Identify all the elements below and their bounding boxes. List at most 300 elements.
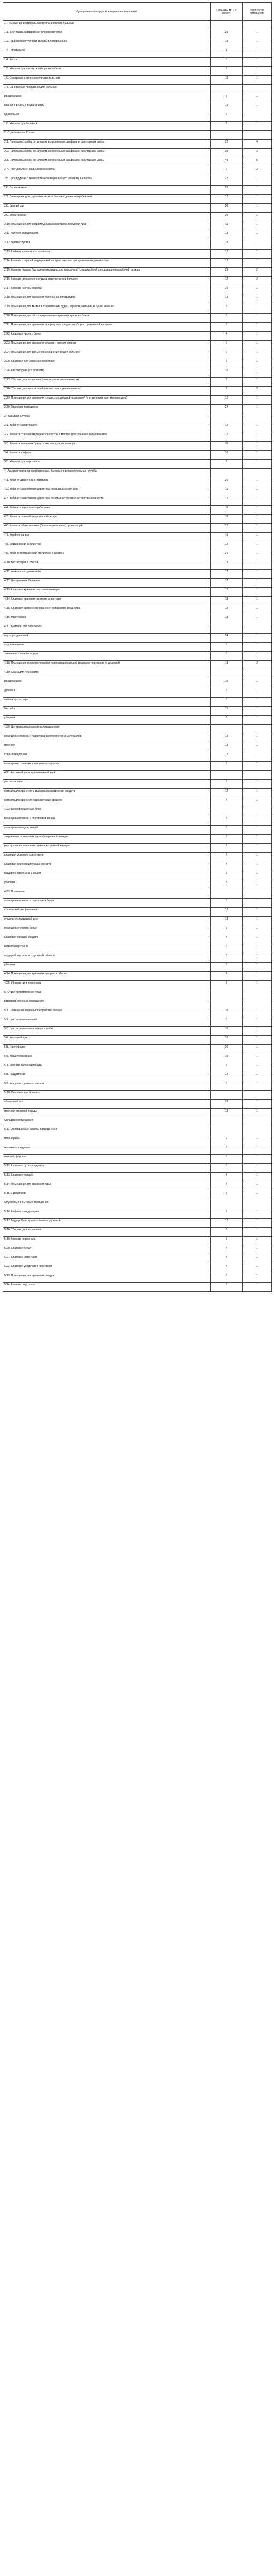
area-cell: 4 bbox=[211, 332, 243, 341]
table-row bbox=[3, 624, 272, 634]
room-name-cell: под помещение bbox=[3, 643, 211, 652]
table-row bbox=[3, 1237, 272, 1246]
room-name-cell: Складские помещения: bbox=[3, 1118, 211, 1127]
room-name-cell: 2.11. Кабинет заведующего bbox=[3, 231, 211, 240]
table-row bbox=[3, 889, 272, 899]
count-cell: 1 bbox=[243, 816, 272, 826]
room-name-cell: 2. Отделение на 30 коек bbox=[3, 131, 211, 140]
table-row bbox=[3, 926, 272, 935]
area-cell: 24 bbox=[211, 634, 243, 643]
count-cell: 1 bbox=[243, 496, 272, 506]
table-row bbox=[3, 94, 272, 103]
room-name-cell: стерилизационная bbox=[3, 752, 211, 762]
table-row bbox=[3, 332, 272, 341]
count-cell: 1 bbox=[243, 524, 272, 533]
area-cell: 6 bbox=[211, 359, 243, 368]
area-cell: 10 bbox=[211, 515, 243, 524]
count-cell: 1 bbox=[243, 1145, 272, 1155]
room-name-cell: 2.19. Помещение для мытья и стерилизации суден, горшков, мыльниц и сушки клеенок bbox=[3, 304, 211, 314]
table-row bbox=[3, 752, 272, 762]
count-cell: 1 bbox=[243, 1027, 272, 1036]
table-row bbox=[3, 323, 272, 332]
table-row bbox=[3, 414, 272, 423]
room-name-cell: 2.29. Помещение для хранения трупа с холодильной установкой (с отдельным наружным входом) bbox=[3, 396, 211, 405]
count-cell: 1 bbox=[243, 826, 272, 835]
count-cell bbox=[243, 1091, 272, 1100]
room-name-cell: 5.21. Кладовая инвентаря bbox=[3, 1255, 211, 1264]
area-cell: 4 bbox=[211, 862, 243, 871]
table-row bbox=[3, 1273, 272, 1283]
area-cell: 4 bbox=[211, 1255, 243, 1264]
area-cell: 12 bbox=[211, 231, 243, 240]
table-row bbox=[3, 158, 272, 167]
area-cell: 4 bbox=[211, 853, 243, 862]
area-cell: 12 bbox=[211, 734, 243, 743]
table-row bbox=[3, 679, 272, 688]
room-name-cell: обеденный зал bbox=[3, 1100, 211, 1109]
count-cell: 1 bbox=[243, 1237, 272, 1246]
area-cell: 3 bbox=[211, 67, 243, 76]
count-cell bbox=[243, 1118, 272, 1127]
area-cell: 45 bbox=[211, 533, 243, 542]
room-name-cell: 2.16. Комната для ночного отдыха родственников больного bbox=[3, 277, 211, 286]
table-row bbox=[3, 277, 272, 286]
room-name-cell: 2.6. Перевязочная bbox=[3, 186, 211, 195]
header-rooms: Функциональные группы и перечень помещений bbox=[3, 3, 211, 21]
table-row bbox=[3, 935, 272, 944]
area-cell: 8 bbox=[211, 314, 243, 323]
area-cell: 22 bbox=[211, 176, 243, 186]
table-row bbox=[3, 963, 272, 972]
count-cell: 1 bbox=[243, 679, 272, 688]
room-name-cell: 4.25. Уборная для персонала bbox=[3, 981, 211, 990]
room-name-cell: 4.4. Кабинет социального работника bbox=[3, 506, 211, 515]
table-row bbox=[3, 570, 272, 579]
table-row bbox=[3, 1127, 272, 1136]
table-row bbox=[3, 1155, 272, 1164]
room-name-cell: 4.12. Центральная бельевая bbox=[3, 579, 211, 588]
room-name-cell: 5.11. Охлаждаемые камеры для хранения: bbox=[3, 1127, 211, 1136]
count-cell bbox=[243, 999, 272, 1008]
room-name-cell: 5.5. Горячий цех bbox=[3, 1045, 211, 1054]
area-cell: 12 bbox=[211, 579, 243, 588]
room-name-cell: Служебные и бытовые помещения: bbox=[3, 1200, 211, 1209]
room-name-cell: 2.17. Комната сестры-хозяйки bbox=[3, 286, 211, 295]
count-cell: 1 bbox=[243, 1136, 272, 1145]
room-name-cell: 4.8. Медицинская библиотека bbox=[3, 542, 211, 551]
table-row bbox=[3, 1063, 272, 1072]
area-cell: 8 bbox=[211, 835, 243, 844]
room-name-cell: душевая bbox=[3, 688, 211, 698]
table-row bbox=[3, 597, 272, 606]
table-row bbox=[3, 204, 272, 213]
room-name-cell: Производственные помещения: bbox=[3, 999, 211, 1008]
area-cell: 10 bbox=[211, 1008, 243, 1017]
area-cell: 12 bbox=[211, 1109, 243, 1118]
area-cell: 18 bbox=[211, 560, 243, 570]
table-row bbox=[3, 1191, 272, 1200]
count-cell bbox=[243, 131, 272, 140]
area-cell: 40 bbox=[211, 158, 243, 167]
table-row bbox=[3, 469, 272, 478]
count-cell: 1 bbox=[243, 396, 272, 405]
count-cell: 1 bbox=[243, 1273, 272, 1283]
table-row bbox=[3, 780, 272, 789]
room-name-cell: 5.13. Кладовая овощей bbox=[3, 1173, 211, 1182]
area-cell: 29 bbox=[211, 268, 243, 277]
table-row bbox=[3, 698, 272, 707]
table-row bbox=[3, 30, 272, 39]
room-name-cell: стиральный цех (моечная) bbox=[3, 908, 211, 917]
area-cell: 8 bbox=[211, 688, 243, 698]
table-row bbox=[3, 853, 272, 862]
room-name-cell: 2.5. Процедурная с гинекологическим креслом (со шлюзом) и шлюзом bbox=[3, 176, 211, 186]
room-name-cell: 2.10. Помещение для индивидуального разговора дежурной лицо bbox=[3, 222, 211, 231]
room-name-cell: помещение чистого белья bbox=[3, 926, 211, 935]
room-name-cell: 3.3. Комната выездных бригад с местом для диспетчера bbox=[3, 442, 211, 451]
count-cell: 1 bbox=[243, 579, 272, 588]
count-cell: 1 bbox=[243, 487, 272, 496]
room-name-cell: 4.16. Мастерская bbox=[3, 615, 211, 624]
area-cell: 18 bbox=[211, 39, 243, 48]
room-name-cell: точечная столовой посуды bbox=[3, 652, 211, 661]
table-row bbox=[3, 990, 272, 999]
table-row bbox=[3, 670, 272, 679]
table-row bbox=[3, 542, 272, 551]
area-cell: 8 bbox=[211, 1017, 243, 1027]
table-row bbox=[3, 1182, 272, 1191]
count-cell: 1 bbox=[243, 743, 272, 752]
table-row bbox=[3, 835, 272, 844]
area-cell: 4 bbox=[211, 798, 243, 807]
table-row bbox=[3, 807, 272, 816]
room-name-cell: 2.1. Палата на 1 койку со шлюзом, встроенными шкафами и санитарным узлом bbox=[3, 140, 211, 149]
count-cell: 1 bbox=[243, 634, 272, 643]
area-cell: 18 bbox=[211, 615, 243, 624]
count-cell: 1 bbox=[243, 899, 272, 908]
count-cell: 1 bbox=[243, 359, 272, 368]
count-cell: 1 bbox=[243, 698, 272, 707]
room-name-cell: бассейн bbox=[3, 707, 211, 716]
area-cell bbox=[211, 889, 243, 899]
count-cell: 1 bbox=[243, 259, 272, 268]
count-cell bbox=[243, 670, 272, 679]
count-cell: 1 bbox=[243, 1191, 272, 1200]
count-cell: 2 bbox=[243, 277, 272, 286]
table-row bbox=[3, 268, 272, 277]
table-row bbox=[3, 149, 272, 158]
table-row bbox=[3, 725, 272, 734]
room-name-cell: 2.3. Палата на 3 койки со шлюзом, встроенными шкафами и санитарным узлом bbox=[3, 158, 211, 167]
count-cell: 1 bbox=[243, 1045, 272, 1054]
room-name-cell: 4.23. Прачечная: bbox=[3, 889, 211, 899]
header-count: Количество помещений bbox=[243, 3, 272, 21]
room-name-cell: 3.4. Комната шофера bbox=[3, 451, 211, 460]
table-row bbox=[3, 816, 272, 826]
room-name-cell: 2.20. Помещение для сбора и временного хранения грязного белья bbox=[3, 314, 211, 323]
count-cell bbox=[243, 889, 272, 899]
count-cell: 1 bbox=[243, 551, 272, 560]
table-row bbox=[3, 350, 272, 359]
table-row bbox=[3, 112, 272, 122]
area-cell: 8 bbox=[211, 1283, 243, 1292]
area-cell: 6 bbox=[211, 341, 243, 350]
room-name-cell: помещение приема и сортировки вещей bbox=[3, 816, 211, 826]
room-name-cell: 1. Помещения вестибюльной группы и приема больных bbox=[3, 21, 211, 30]
area-cell: 10 bbox=[211, 451, 243, 460]
table-row bbox=[3, 1255, 272, 1264]
count-cell: 1 bbox=[243, 1209, 272, 1219]
area-cell: 4 bbox=[211, 935, 243, 944]
room-name-cell: комната персонала bbox=[3, 944, 211, 953]
count-cell: 1 bbox=[243, 368, 272, 378]
room-name-cell: 2.13. Кабинет врача-психотерапевта bbox=[3, 250, 211, 259]
room-name-cell: 5.3. Цех заготовок мяса, птицы и рыбы bbox=[3, 1027, 211, 1036]
area-cell: 6 bbox=[211, 1145, 243, 1155]
count-cell bbox=[243, 1127, 272, 1136]
area-cell: 30 bbox=[211, 1045, 243, 1054]
room-name-cell: моечная bbox=[3, 743, 211, 752]
count-cell bbox=[243, 725, 272, 734]
area-cell: 12 bbox=[211, 588, 243, 597]
count-cell: 1 bbox=[243, 1182, 272, 1191]
table-row bbox=[3, 432, 272, 442]
room-name-cell: 3. Выездная служба bbox=[3, 414, 211, 423]
area-cell: 24 bbox=[211, 551, 243, 560]
area-cell: 18 bbox=[211, 661, 243, 670]
room-name-cell: 4. Административно-хозяйственные, бытовые и вспомогательные службы bbox=[3, 469, 211, 478]
room-name-cell: 5.7. Моечная кухонной посуды bbox=[3, 1063, 211, 1072]
area-cell: 8 bbox=[211, 1237, 243, 1246]
count-cell: 1 bbox=[243, 304, 272, 314]
room-name-cell: 4.13. Кладовая хранения мягкого инвентаря bbox=[3, 588, 211, 597]
area-cell: 22 bbox=[211, 186, 243, 195]
table-row bbox=[3, 85, 272, 94]
room-name-cell: 5.4. Холодный цех bbox=[3, 1036, 211, 1045]
area-cell: 3 bbox=[211, 378, 243, 387]
count-cell: 1 bbox=[243, 295, 272, 304]
table-row bbox=[3, 551, 272, 560]
table-row bbox=[3, 944, 272, 953]
area-cell: 6 bbox=[211, 1155, 243, 1164]
table-row bbox=[3, 880, 272, 889]
room-name-cell: 4.1. Кабинет директора с приемной bbox=[3, 478, 211, 487]
table-row bbox=[3, 167, 272, 176]
room-name-cell: гарт с раздевалкой bbox=[3, 634, 211, 643]
count-cell: 1 bbox=[243, 908, 272, 917]
table-row bbox=[3, 295, 272, 304]
count-cell: 1 bbox=[243, 1100, 272, 1109]
count-cell: 1 bbox=[243, 615, 272, 624]
area-cell: 12 bbox=[211, 396, 243, 405]
room-name-cell: кладовая упаковочных средств bbox=[3, 853, 211, 862]
area-cell bbox=[211, 21, 243, 30]
room-name-cell: 2.26. Кислородная (со шлюзом) bbox=[3, 368, 211, 378]
room-name-cell: 4.11. Комната сестры-хозяйки bbox=[3, 570, 211, 579]
table-row bbox=[3, 1145, 272, 1155]
area-cell: 6 bbox=[211, 58, 243, 67]
room-name-cell: 4.19. Сауна для персонала: bbox=[3, 670, 211, 679]
area-cell: 3 bbox=[211, 716, 243, 725]
table-row bbox=[3, 1118, 272, 1127]
table-row bbox=[3, 222, 272, 231]
table-row bbox=[3, 1246, 272, 1255]
room-name-cell: 4.15. Кладовая временного хранения списанного имущества bbox=[3, 606, 211, 615]
room-name-cell: 4.20. Централизованная стерилизационная: bbox=[3, 725, 211, 734]
area-cell: 18 bbox=[211, 917, 243, 926]
room-name-cell: 5.9. Кладовая суточного запаса bbox=[3, 1081, 211, 1091]
area-cell: 29 bbox=[211, 149, 243, 158]
table-row bbox=[3, 122, 272, 131]
table-row bbox=[3, 396, 272, 405]
area-cell bbox=[211, 1127, 243, 1136]
count-cell: 1 bbox=[243, 222, 272, 231]
table-row bbox=[3, 506, 272, 515]
room-name-cell: 1.5. Уборная для посетителей при вестибюле bbox=[3, 67, 211, 76]
area-cell: 8 bbox=[211, 643, 243, 652]
table-row bbox=[3, 359, 272, 368]
room-name-cell: загрузочное помещение дезинфекционной камеры bbox=[3, 835, 211, 844]
area-cell: 3 bbox=[211, 460, 243, 469]
area-cell: 12 bbox=[211, 295, 243, 304]
table-row bbox=[3, 195, 272, 204]
area-cell: 22 bbox=[211, 140, 243, 149]
area-cell: 8 bbox=[211, 780, 243, 789]
count-cell: 1 bbox=[243, 176, 272, 186]
room-name-cell: сушильно-гладильный цех bbox=[3, 917, 211, 926]
count-cell: 1 bbox=[243, 1264, 272, 1273]
area-cell: 14 bbox=[211, 103, 243, 112]
table-row bbox=[3, 1109, 272, 1118]
count-cell: 1 bbox=[243, 67, 272, 76]
area-cell: 4 bbox=[211, 1182, 243, 1191]
area-cell: 8 bbox=[211, 94, 243, 103]
table-row bbox=[3, 423, 272, 432]
count-cell: 1 bbox=[243, 1246, 272, 1255]
count-cell: 1 bbox=[243, 94, 272, 103]
count-cell bbox=[243, 771, 272, 780]
count-cell: 1 bbox=[243, 341, 272, 350]
table-row bbox=[3, 368, 272, 378]
table-row bbox=[3, 524, 272, 533]
count-cell bbox=[243, 624, 272, 634]
area-cell: 8 bbox=[211, 762, 243, 771]
count-cell: 1 bbox=[243, 332, 272, 341]
area-cell bbox=[211, 414, 243, 423]
count-cell: 1 bbox=[243, 112, 272, 122]
table-row bbox=[3, 652, 272, 661]
count-cell: 1 bbox=[243, 762, 272, 771]
area-cell: 12 bbox=[211, 259, 243, 268]
room-name-cell: 2.9. Молитвенная bbox=[3, 213, 211, 222]
count-cell: 1 bbox=[243, 58, 272, 67]
count-cell: 1 bbox=[243, 30, 272, 39]
table-row bbox=[3, 734, 272, 743]
count-cell: 1 bbox=[243, 478, 272, 487]
count-cell: 1 bbox=[243, 935, 272, 944]
area-cell: 8 bbox=[211, 112, 243, 122]
count-cell: 1 bbox=[243, 76, 272, 85]
area-cell: 3 bbox=[211, 963, 243, 972]
room-name-cell: 5.20. Кладовая белья bbox=[3, 1246, 211, 1255]
table-row bbox=[3, 771, 272, 780]
area-cell bbox=[211, 990, 243, 999]
room-name-cell: 4.21. Аптечный распределительный пункт: bbox=[3, 771, 211, 780]
count-cell: 1 bbox=[243, 423, 272, 432]
area-cell: 6 bbox=[211, 350, 243, 359]
room-name-cell: раздевальная bbox=[3, 94, 211, 103]
room-name-cell: 2.25. Кладовая для хранения инвентаря bbox=[3, 359, 211, 368]
room-name-cell: 4.6. Комната общественных (благотворительных) организаций bbox=[3, 524, 211, 533]
room-name-cell: молочных продуктов bbox=[3, 1145, 211, 1155]
table-row bbox=[3, 213, 272, 222]
room-name-cell: 5.2. Цех заготовок овощей bbox=[3, 1017, 211, 1027]
room-name-cell: 5.19. Комната персонала bbox=[3, 1237, 211, 1246]
room-name-cell: мяса и рыбы bbox=[3, 1136, 211, 1145]
room-name-cell: 5.12. Кладовая сухих продуктов bbox=[3, 1164, 211, 1173]
count-cell: 1 bbox=[243, 560, 272, 570]
area-cell: 3 bbox=[211, 981, 243, 990]
count-cell bbox=[243, 85, 272, 94]
table-row bbox=[3, 789, 272, 798]
table-row bbox=[3, 999, 272, 1008]
area-cell: 22 bbox=[211, 405, 243, 414]
room-name-cell: 4.5. Комната главной медицинской сестры bbox=[3, 515, 211, 524]
area-cell: 15 bbox=[211, 707, 243, 716]
area-cell: 12 bbox=[211, 789, 243, 798]
count-cell: 1 bbox=[243, 862, 272, 871]
table-row bbox=[3, 533, 272, 542]
room-name-cell: овощей, фруктов bbox=[3, 1155, 211, 1164]
table-row bbox=[3, 240, 272, 250]
area-cell: 38 bbox=[211, 30, 243, 39]
table-row bbox=[3, 387, 272, 396]
table-row bbox=[3, 615, 272, 624]
area-cell: 18 bbox=[211, 240, 243, 250]
count-cell: 1 bbox=[243, 752, 272, 762]
room-name-cell: гардероб персонала с душем bbox=[3, 871, 211, 880]
area-cell: 6 bbox=[211, 1273, 243, 1283]
room-name-cell: 1.4. Касса bbox=[3, 58, 211, 67]
room-name-cell: кладовая дезинфицирующих средств bbox=[3, 862, 211, 871]
area-cell: 12 bbox=[211, 277, 243, 286]
count-cell: 1 bbox=[243, 48, 272, 58]
table-row bbox=[3, 1136, 272, 1145]
room-name-cell: уборная bbox=[3, 716, 211, 725]
area-cell: 4 bbox=[211, 48, 243, 58]
count-cell: 1 bbox=[243, 853, 272, 862]
room-name-cell: 1.3. Справочная bbox=[3, 48, 211, 58]
room-name-cell: 5.1. Помещение первичной обработки овощей bbox=[3, 1008, 211, 1017]
room-name-cell: 1.8. Уборная для больных bbox=[3, 122, 211, 131]
room-name-cell: 2.21. Помещение для хранения дезсредств и предметов уборки с раковиной и сливом bbox=[3, 323, 211, 332]
count-cell: 1 bbox=[243, 588, 272, 597]
area-cell: 12 bbox=[211, 1219, 243, 1228]
count-cell: 1 bbox=[243, 597, 272, 606]
table-header-row bbox=[3, 3, 272, 21]
count-cell: 1 bbox=[243, 688, 272, 698]
area-cell: 10 bbox=[211, 1054, 243, 1063]
area-cell: 8 bbox=[211, 1209, 243, 1219]
room-name-cell: 1.1. Вестибюль-гардеробная для посетителей bbox=[3, 30, 211, 39]
area-cell: 3 bbox=[211, 880, 243, 889]
count-cell bbox=[243, 21, 272, 30]
room-name-cell: 4.7. Конференц-зал bbox=[3, 533, 211, 542]
area-cell: 6 bbox=[211, 1081, 243, 1091]
count-cell: 1 bbox=[243, 1054, 272, 1063]
room-name-cell: 5.10. Столовая для больных: bbox=[3, 1091, 211, 1100]
count-cell: 1 bbox=[243, 1036, 272, 1045]
